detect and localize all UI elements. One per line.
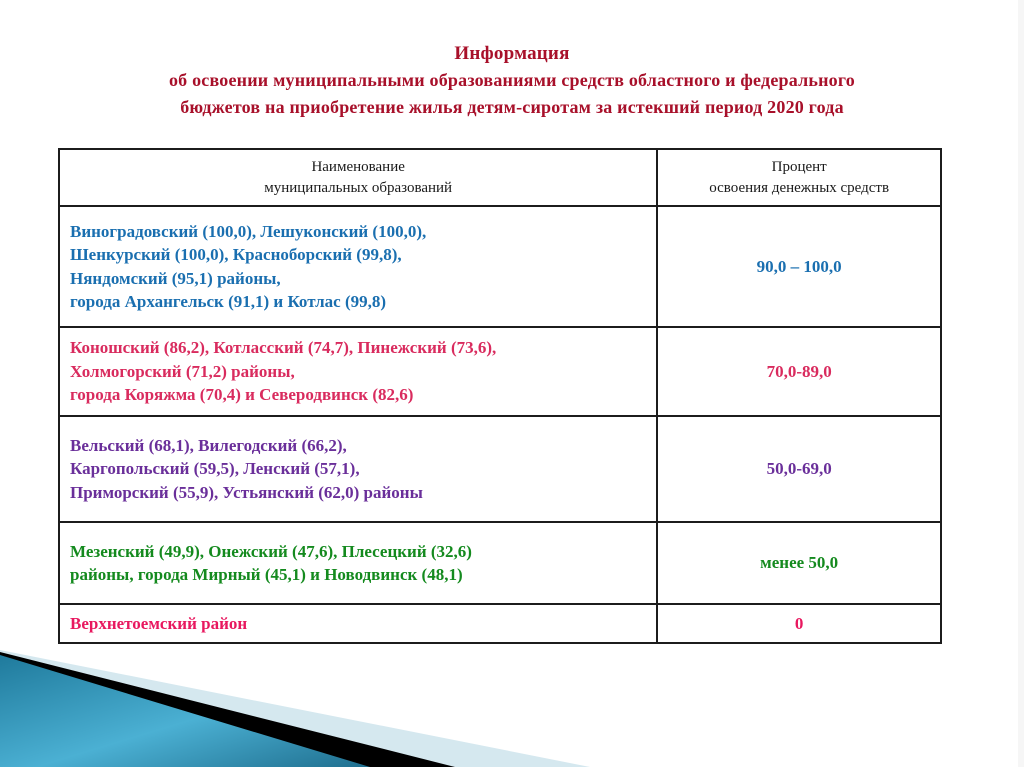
percent-cell: 70,0-89,0: [657, 327, 941, 416]
municipality-line: города Коряжма (70,4) и Северодвинск (82,6): [70, 385, 414, 405]
municipality-line: Верхнетоемский район: [70, 613, 248, 633]
header-percent-line1: Процент: [771, 158, 827, 175]
header-municipalities-line2: муниципальных образований: [264, 179, 453, 196]
table-row: [59, 206, 941, 327]
municipality-line: Холмогорский (71,2) районы,: [70, 361, 295, 381]
municipality-line: Каргопольский (59,5), Ленский (57,1),: [70, 459, 360, 479]
header-percent-line2: освоения денежных средств: [709, 179, 890, 196]
municipalities-cell: [59, 206, 657, 327]
municipality-line: Мезенский (49,9), Онежский (47,6), Плесецкий (32,6): [70, 541, 472, 561]
municipality-line: Виноградовский (100,0), Лешуконский (100,0),: [70, 221, 427, 241]
municipalities-cell: [59, 604, 657, 643]
municipalities-cell: [59, 327, 657, 416]
percent-cell: 0: [657, 604, 941, 643]
municipality-line: районы, города Мирный (45,1) и Новодвинск (48,1): [70, 565, 463, 584]
table-row: [59, 604, 941, 643]
title-line-3: бюджетов на приобретение жилья детям-сиротам за истекший период 2020 года: [180, 97, 844, 117]
black-band-shape: [0, 652, 455, 767]
municipality-line: Коношский (86,2), Котласский (74,7), Пинежский (73,6),: [70, 338, 497, 358]
light-band-shape: [0, 650, 590, 767]
table-row: [59, 416, 941, 522]
header-percent: [657, 149, 941, 206]
municipalities-cell: [59, 416, 657, 522]
percent-cell: менее 50,0: [657, 522, 941, 604]
municipality-line: Вельский (68,1), Вилегодский (66,2),: [70, 435, 347, 455]
title-line-2: об освоении муниципальными образованиями средств областного и федерального: [168, 70, 855, 90]
percent-cell: 50,0-69,0: [657, 416, 941, 522]
municipality-line: Шенкурский (100,0), Красноборский (99,8),: [70, 245, 402, 264]
percent-cell: 90,0 – 100,0: [657, 206, 941, 327]
table-row: [59, 522, 941, 604]
municipality-line: города Архангельск (91,1) и Котлас (99,8): [70, 292, 387, 311]
header-municipalities: [59, 149, 657, 206]
table-row: [59, 327, 941, 416]
title-line-1: Информация: [454, 43, 570, 64]
funds-table: [58, 148, 942, 644]
header-municipalities-line1: Наименование: [311, 158, 405, 175]
page-title: [0, 40, 1024, 121]
municipality-line: Няндомский (95,1) районы,: [70, 268, 281, 288]
municipality-line: Приморский (55,9), Устьянский (62,0) районы: [70, 482, 423, 502]
municipalities-cell: [59, 522, 657, 604]
table-header-row: [59, 149, 941, 206]
teal-band-shape: [0, 655, 370, 767]
